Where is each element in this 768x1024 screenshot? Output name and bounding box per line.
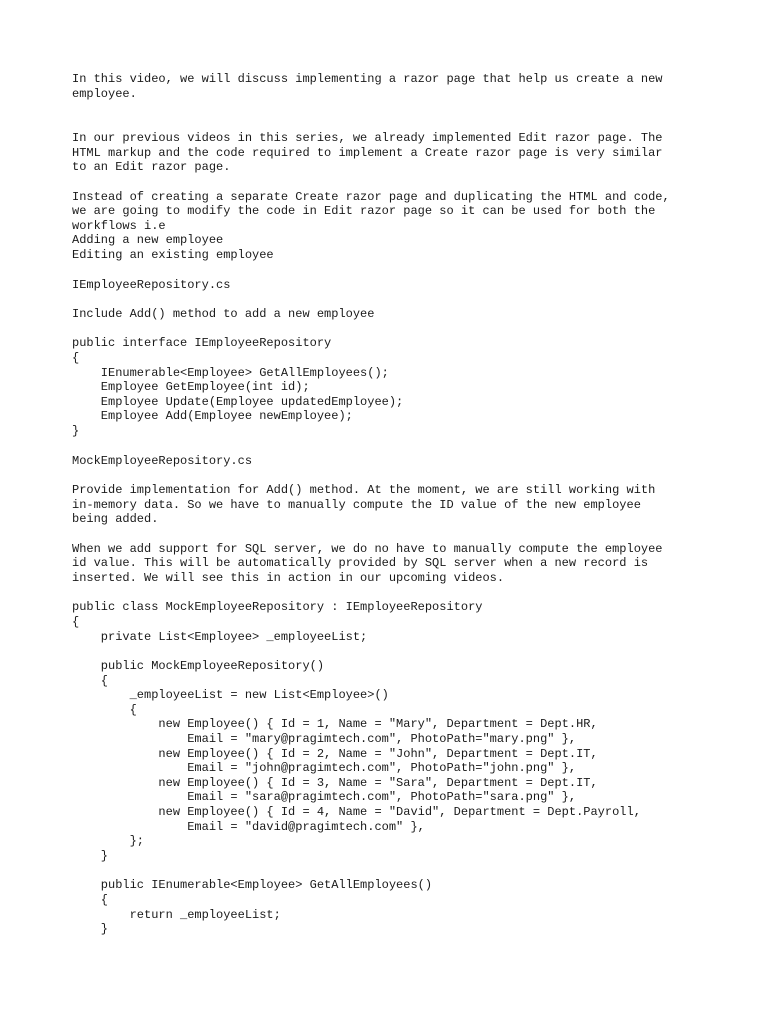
file-heading: MockEmployeeRepository.cs: [72, 454, 253, 468]
code-line: Email = "john@pragimtech.com", PhotoPath="john.png" },: [72, 761, 577, 775]
code-line: new Employee() { Id = 1, Name = "Mary", Department = Dept.HR,: [72, 717, 598, 731]
text-line: Adding a new employee: [72, 233, 224, 247]
code-line: {: [72, 351, 80, 365]
code-line: Email = "david@pragimtech.com" },: [72, 820, 425, 834]
code-line: };: [72, 834, 145, 848]
text-line: id value. This will be automatically provided by SQL server when a new record is: [72, 556, 649, 570]
text-line: Provide implementation for Add() method. At the moment, we are still working with: [72, 483, 656, 497]
code-line: new Employee() { Id = 3, Name = "Sara", Department = Dept.IT,: [72, 776, 598, 790]
text-line: In our previous videos in this series, we already implemented Edit razor page. The: [72, 131, 663, 145]
text-line: employee.: [72, 87, 137, 101]
code-line: {: [72, 703, 137, 717]
text-line: HTML markup and the code required to implement a Create razor page is very similar: [72, 146, 663, 160]
code-line: private List<Employee> _employeeList;: [72, 630, 368, 644]
code-line: }: [72, 424, 80, 438]
text-line: Editing an existing employee: [72, 248, 274, 262]
code-line: }: [72, 922, 109, 936]
code-line: Email = "sara@pragimtech.com", PhotoPath="sara.png" },: [72, 790, 577, 804]
text-line: workflows i.e: [72, 219, 166, 233]
code-line: public IEnumerable<Employee> GetAllEmployees(): [72, 878, 433, 892]
text-line: we are going to modify the code in Edit razor page so it can be used for both the: [72, 204, 656, 218]
code-line: new Employee() { Id = 4, Name = "David", Department = Dept.Payroll,: [72, 805, 641, 819]
code-line: public class MockEmployeeRepository : IEmployeeRepository: [72, 600, 483, 614]
code-line: Employee GetEmployee(int id);: [72, 380, 310, 394]
text-line: in-memory data. So we have to manually compute the ID value of the new employee: [72, 498, 641, 512]
code-line: _employeeList = new List<Employee>(): [72, 688, 389, 702]
text-line: Include Add() method to add a new employee: [72, 307, 375, 321]
code-line: public MockEmployeeRepository(): [72, 659, 325, 673]
code-line: Employee Update(Employee updatedEmployee);: [72, 395, 404, 409]
code-line: public interface IEmployeeRepository: [72, 336, 332, 350]
code-line: Email = "mary@pragimtech.com", PhotoPath="mary.png" },: [72, 732, 577, 746]
text-line: In this video, we will discuss implementing a razor page that help us create a new: [72, 72, 663, 86]
text-line: inserted. We will see this in action in our upcoming videos.: [72, 571, 505, 585]
code-line: }: [72, 849, 109, 863]
text-line: When we add support for SQL server, we do no have to manually compute the employee: [72, 542, 663, 556]
code-line: return _employeeList;: [72, 908, 281, 922]
text-line: being added.: [72, 512, 159, 526]
text-line: to an Edit razor page.: [72, 160, 231, 174]
code-line: new Employee() { Id = 2, Name = "John", Department = Dept.IT,: [72, 747, 598, 761]
file-heading: IEmployeeRepository.cs: [72, 278, 231, 292]
code-line: {: [72, 893, 109, 907]
code-line: IEnumerable<Employee> GetAllEmployees();: [72, 366, 389, 380]
code-line: Employee Add(Employee newEmployee);: [72, 409, 353, 423]
text-line: Instead of creating a separate Create razor page and duplicating the HTML and code,: [72, 190, 670, 204]
code-line: {: [72, 615, 80, 629]
code-line: {: [72, 674, 109, 688]
